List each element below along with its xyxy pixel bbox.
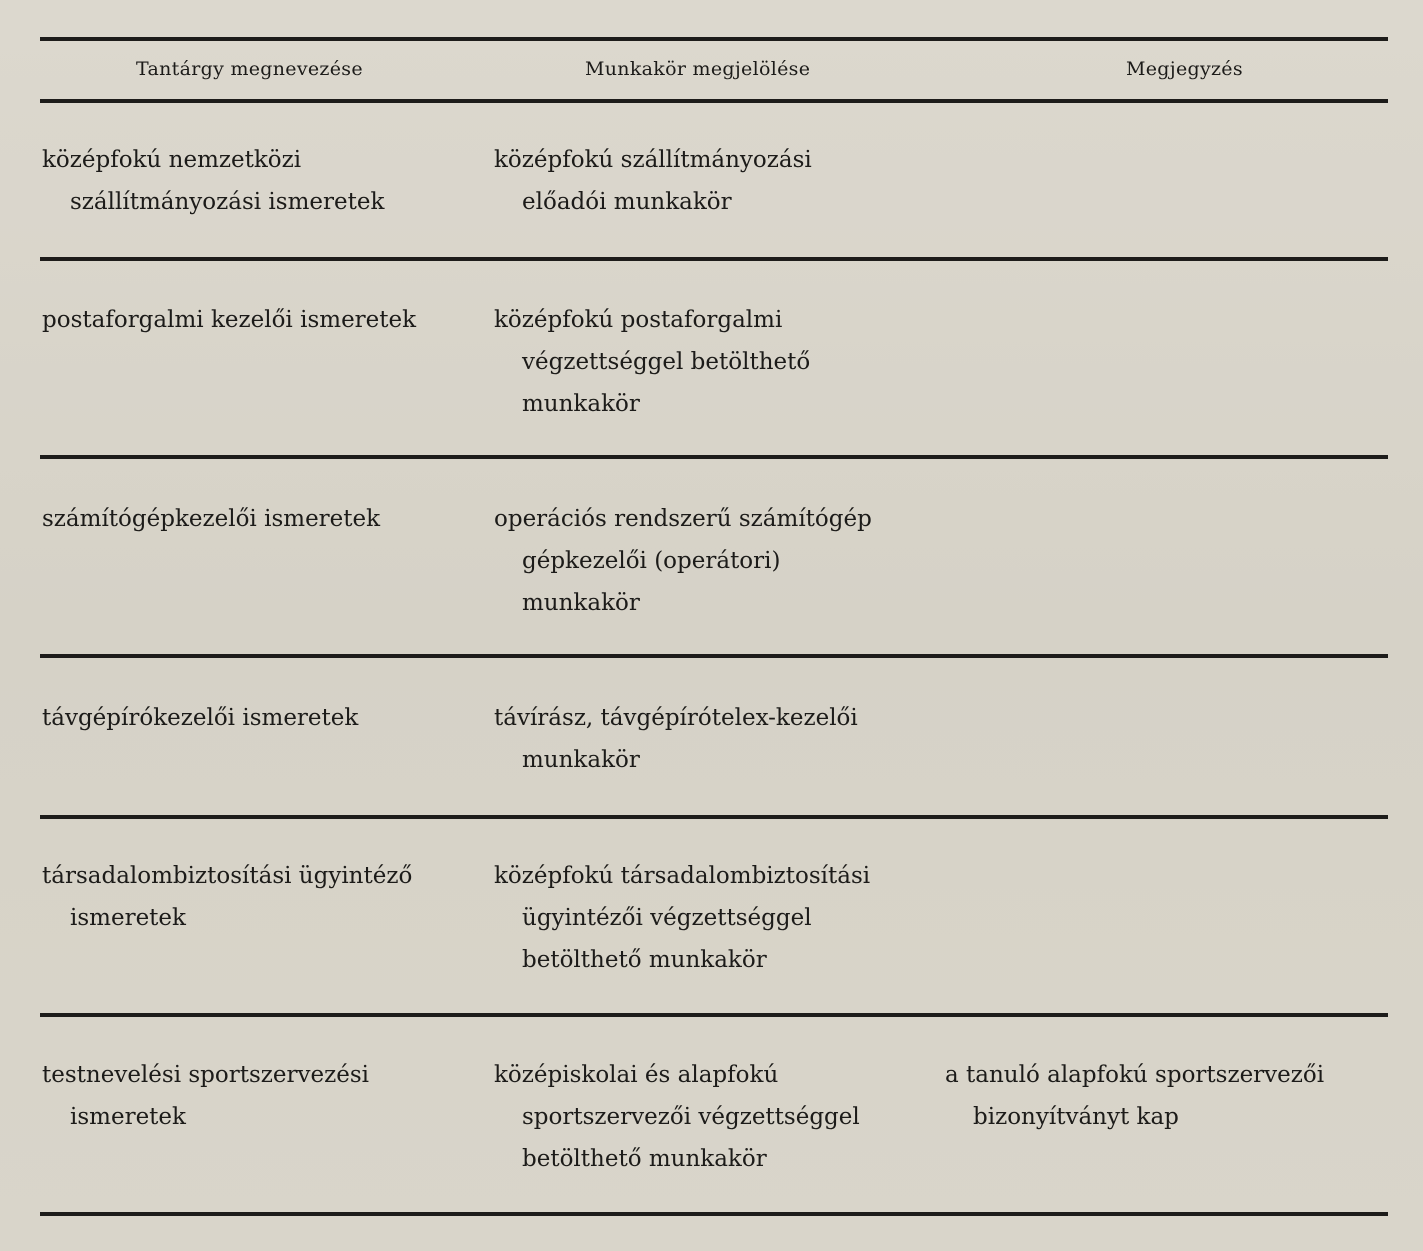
cell-line: ismeretek [70, 905, 186, 931]
table-row-3-job [494, 498, 872, 624]
cell-line: középfokú postaforgalmi [494, 307, 783, 333]
cell-line: előadói munkakör [522, 189, 732, 215]
cell-line: testnevelési sportszervezési [42, 1062, 369, 1088]
cell-line: a tanuló alapfokú sportszervezői [945, 1062, 1325, 1088]
cell-line: sportszervezői végzettséggel [522, 1104, 860, 1130]
cell-line: távgépírókezelői ismeretek [42, 705, 359, 731]
cell-line: bizonyítványt kap [973, 1104, 1179, 1130]
row-rule [40, 455, 1388, 459]
table-row-1-job [494, 139, 812, 223]
bottom-rule [40, 1212, 1388, 1216]
cell-line: középfokú szállítmányozási [494, 147, 812, 173]
table-row-5-subject [42, 855, 412, 939]
header-rule [40, 99, 1388, 103]
cell-line: szállítmányozási ismeretek [70, 189, 385, 215]
row-rule [40, 654, 1388, 658]
cell-line: középfokú társadalombiztosítási [494, 863, 871, 889]
cell-line: ügyintézői végzettséggel [522, 905, 812, 931]
cell-line: számítógépkezelői ismeretek [42, 506, 381, 532]
top-rule [40, 37, 1388, 41]
cell-line: gépkezelői (operátori) [522, 548, 781, 574]
cell-line: munkakör [522, 747, 640, 773]
cell-line: távírász, távgépírótelex-kezelői [494, 705, 858, 731]
cell-line: operációs rendszerű számítógép [494, 506, 872, 532]
cell-line: postaforgalmi kezelői ismeretek [42, 307, 417, 333]
cell-line: ismeretek [70, 1104, 186, 1130]
cell-line: társadalombiztosítási ügyintéző [42, 863, 413, 889]
table-row-4-job [494, 697, 858, 781]
row-rule [40, 815, 1388, 819]
table-row-6-note [945, 1054, 1324, 1138]
table-row-3-subject [42, 498, 380, 540]
table-row-5-job [494, 855, 870, 981]
table-row-2-job [494, 299, 810, 425]
row-rule [40, 1013, 1388, 1017]
cell-line: középfokú nemzetközi [42, 147, 302, 173]
table-row-6-subject [42, 1054, 369, 1138]
cell-line: munkakör [522, 391, 640, 417]
row-rule [40, 257, 1388, 261]
header-subject: Tantárgy megnevezése [136, 58, 363, 80]
table-row-2-subject [42, 299, 416, 341]
cell-line: betölthető munkakör [522, 1146, 767, 1172]
table-row-1-subject [42, 139, 384, 223]
header-note: Megjegyzés [1126, 58, 1243, 80]
header-job: Munkakör megjelölése [585, 58, 811, 80]
cell-line: munkakör [522, 590, 640, 616]
cell-line: középiskolai és alapfokú [494, 1062, 779, 1088]
table-row-6-job [494, 1054, 860, 1180]
cell-line: végzettséggel betölthető [522, 349, 811, 375]
table-row-4-subject [42, 697, 358, 739]
cell-line: betölthető munkakör [522, 947, 767, 973]
